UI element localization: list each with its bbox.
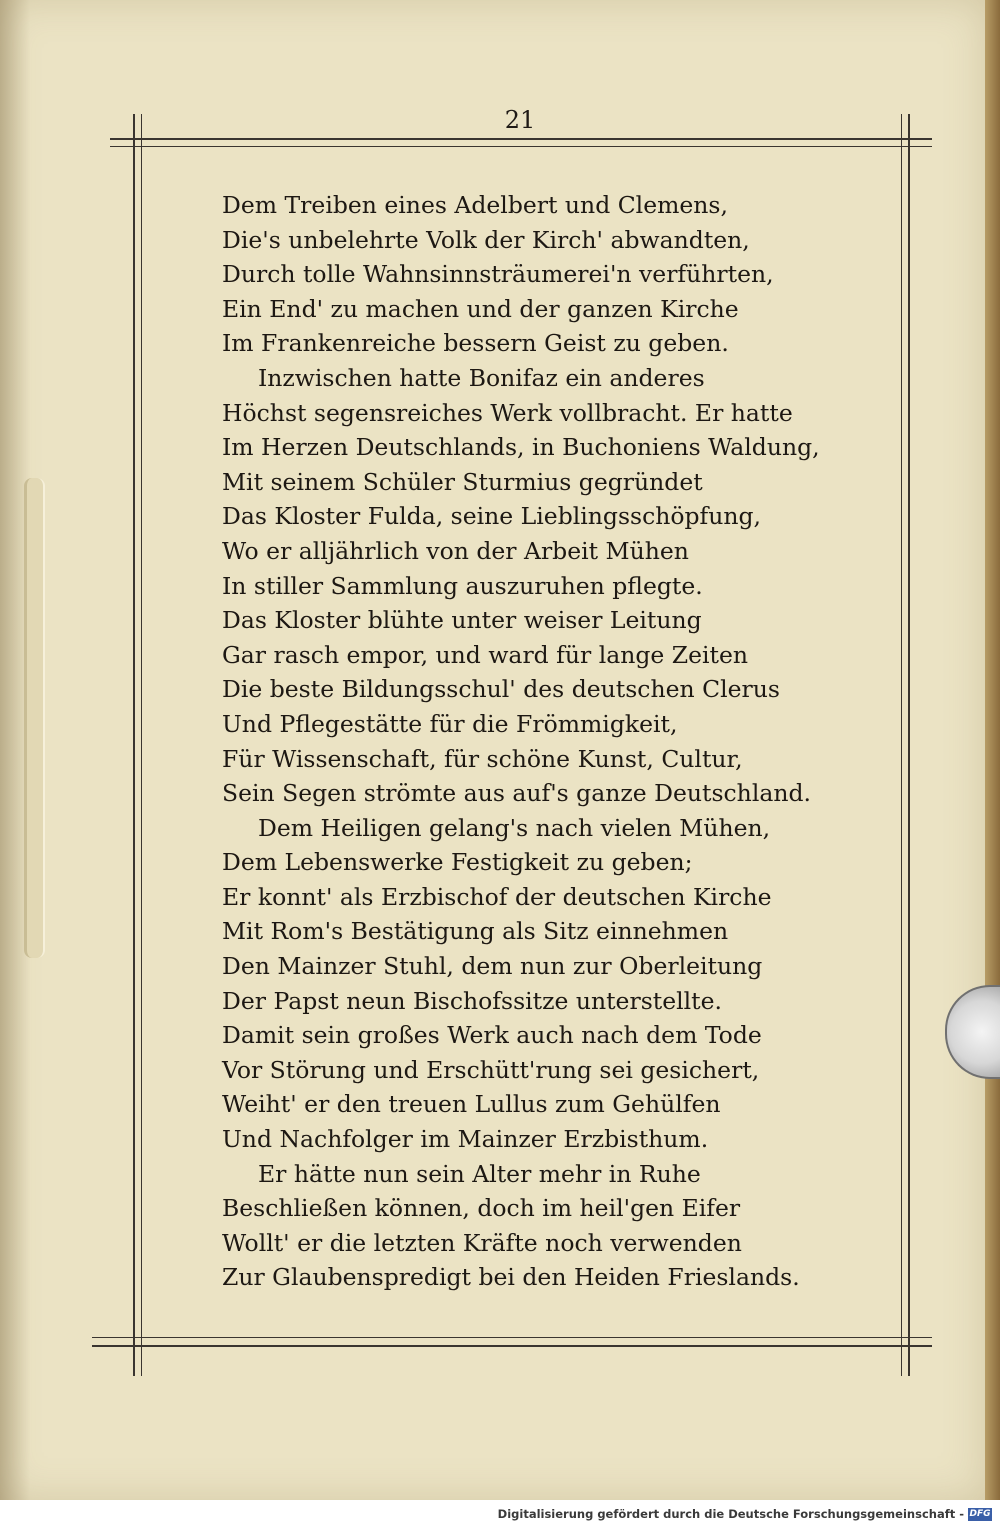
poem-line: Für Wissenschaft, für schöne Kunst, Cultur, — [222, 744, 743, 773]
poem-line: Damit sein großes Werk auch nach dem Tode — [222, 1021, 762, 1050]
page-number: 21 — [504, 106, 536, 134]
poem-line: Inzwischen hatte Bonifaz ein anderes — [258, 363, 705, 392]
poem-line: Ein End' zu machen und der ganzen Kirche — [222, 294, 739, 323]
poem-line: Und Pflegestätte für die Frömmigkeit, — [222, 709, 678, 738]
frame-bottom-line-outer — [92, 1337, 932, 1338]
poem-line: Gar rasch empor, und ward für lange Zeiten — [222, 640, 749, 669]
poem-line: Mit Rom's Bestätigung als Sitz einnehmen — [222, 917, 729, 946]
poem-line: Wo er alljährlich von der Arbeit Mühen — [222, 536, 689, 565]
frame-left-line-outer — [133, 114, 135, 1376]
poem-text — [222, 188, 942, 1295]
poem-line: Den Mainzer Stuhl, dem nun zur Oberleitung — [222, 952, 763, 981]
poem-line: Er konnt' als Erzbischof der deutschen Kirche — [222, 882, 772, 911]
frame-bottom-line-inner — [92, 1345, 932, 1347]
poem-line: Das Kloster Fulda, seine Lieblingsschöpfung, — [222, 502, 762, 531]
funding-notice: Digitalisierung gefördert durch die Deutsche Forschungsgemeinschaft - — [497, 1507, 964, 1521]
poem-line: Zur Glaubenspredigt bei den Heiden Frieslands. — [222, 1263, 800, 1292]
poem-line: Dem Treiben eines Adelbert und Clemens, — [222, 191, 728, 219]
frame-left-line-inner — [141, 114, 142, 1376]
poem-line: Und Nachfolger im Mainzer Erzbisthum. — [222, 1125, 709, 1154]
poem-line: Vor Störung und Erschütt'rung sei gesichert, — [222, 1055, 760, 1084]
poem-line: Das Kloster blühte unter weiser Leitung — [222, 606, 702, 635]
poem-line: Sein Segen strömte aus auf's ganze Deutschland. — [222, 779, 811, 808]
poem-line: Wollt' er die letzten Kräfte noch verwenden — [222, 1228, 742, 1257]
page-edge — [985, 0, 1000, 1500]
binding-fold — [24, 478, 45, 958]
poem-line: Die's unbelehrte Volk der Kirch' abwandten, — [222, 225, 750, 254]
poem-line: Er hätte nun sein Alter mehr in Ruhe — [258, 1159, 701, 1188]
poem-line: Mit seinem Schüler Sturmius gegründet — [222, 467, 703, 496]
poem-line: Im Frankenreiche bessern Geist zu geben. — [222, 329, 729, 358]
poem-line: Durch tolle Wahnsinnsträumerei'n verführten, — [222, 260, 774, 289]
poem-line: Im Herzen Deutschlands, in Buchoniens Waldung, — [222, 433, 820, 462]
poem-line: In stiller Sammlung auszuruhen pflegte. — [222, 571, 703, 600]
poem-line: Die beste Bildungsschul' des deutschen Clerus — [222, 675, 780, 704]
poem-line: Weiht' er den treuen Lullus zum Gehülfen — [222, 1090, 721, 1119]
poem-line: Beschließen können, doch im heil'gen Eifer — [222, 1194, 741, 1223]
frame-top-line-outer — [110, 138, 932, 140]
poem-line: Der Papst neun Bischofssitze unterstellte. — [222, 986, 722, 1015]
poem-line: Höchst segensreiches Werk vollbracht. Er hatte — [222, 398, 793, 427]
frame-top-line-inner — [110, 146, 932, 147]
footer-bar — [0, 1500, 1000, 1529]
poem-line: Dem Heiligen gelang's nach vielen Mühen, — [258, 813, 771, 842]
poem-line: Dem Lebenswerke Festigkeit zu geben; — [222, 848, 693, 877]
dfg-logo: DFG — [969, 1509, 991, 1519]
